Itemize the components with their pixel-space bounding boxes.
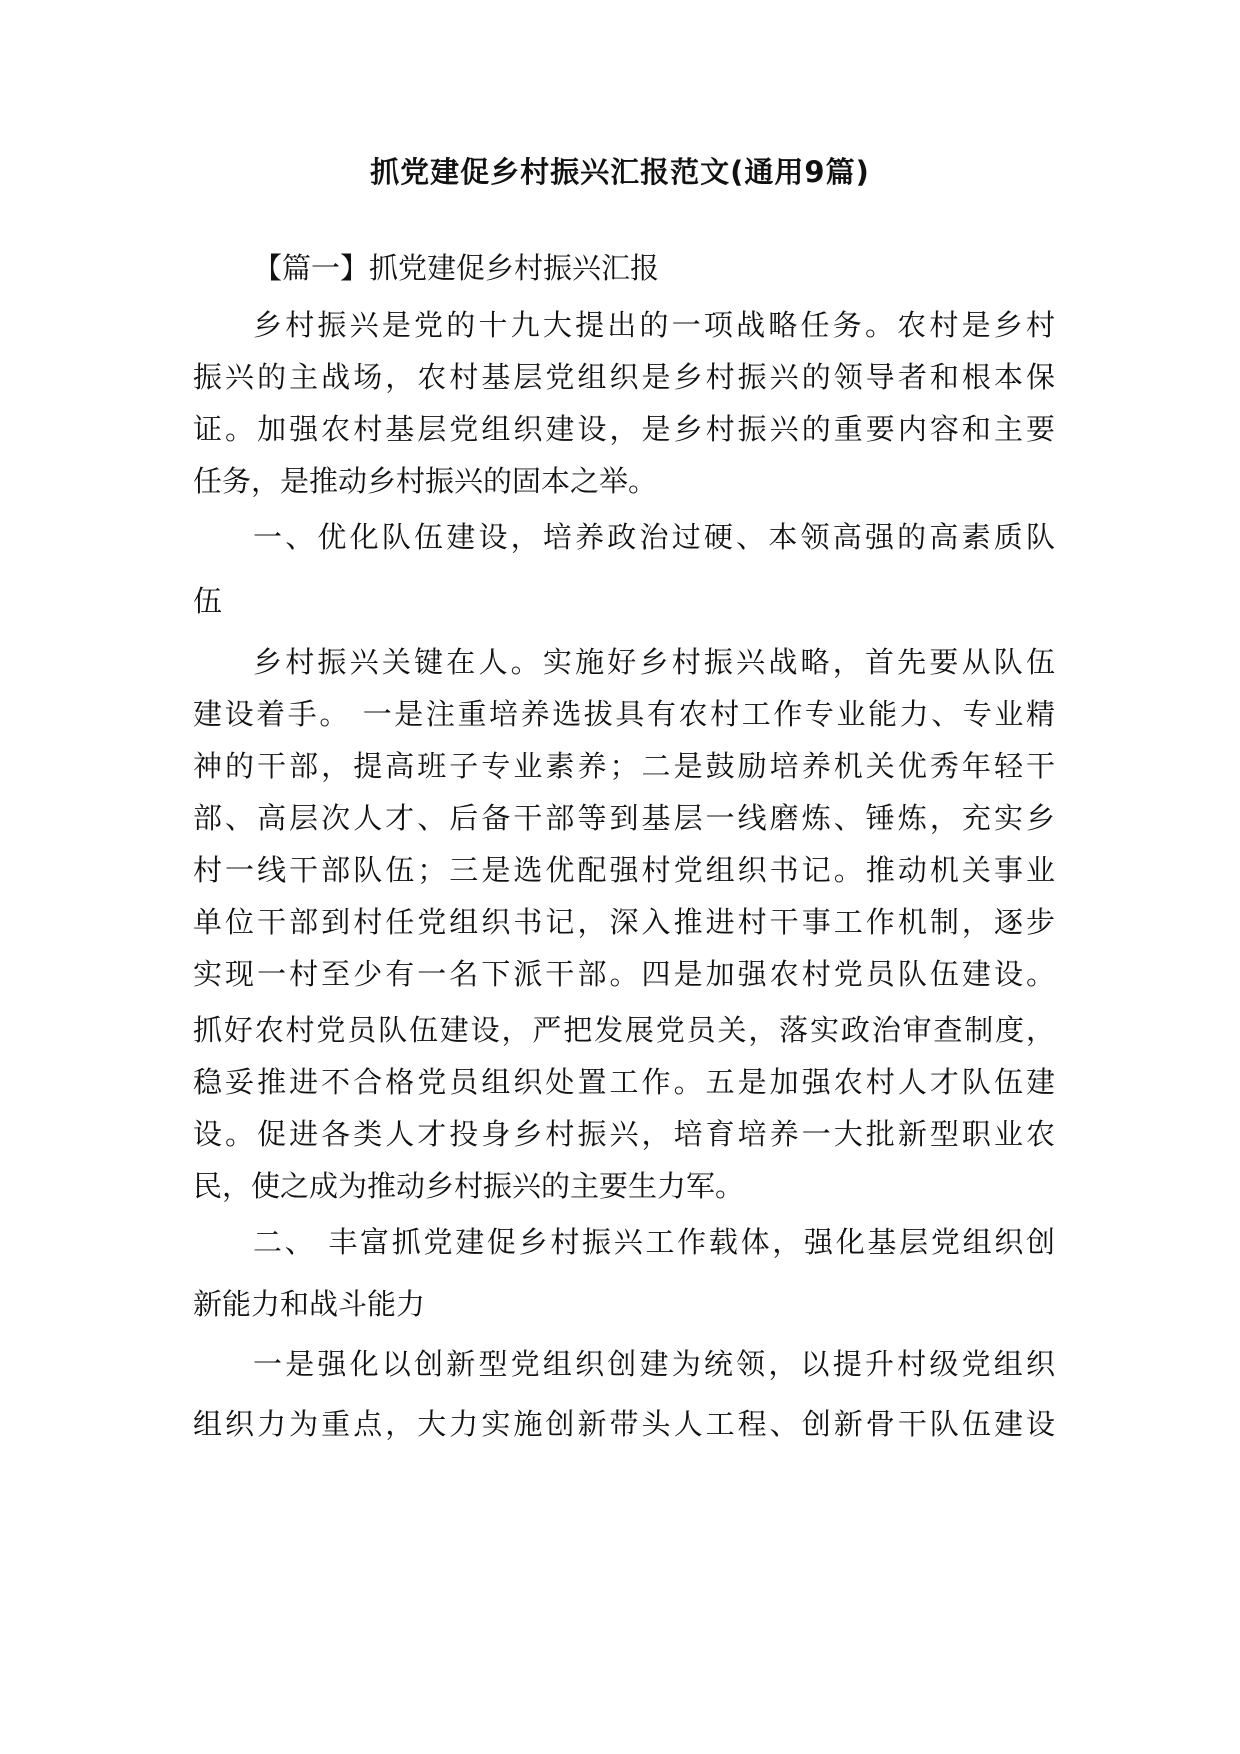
paragraph-line: 抓好农村党员队伍建设，严把发展党员关，落实政治审查制度，	[193, 1013, 1055, 1047]
paragraph-line: 神的干部，提高班子专业素养；二是鼓励培养机关优秀年轻干	[193, 749, 1055, 783]
paragraph-line: 一是强化以创新型党组织创建为统领，以提升村级党组织	[253, 1347, 1055, 1381]
paragraph-line: 民，使之成为推动乡村振兴的主要生力军。	[193, 1169, 745, 1203]
paragraph-line: 乡村振兴关键在人。实施好乡村振兴战略，首先要从队伍	[253, 645, 1055, 679]
paragraph-line: 建设着手。 一是注重培养选拔具有农村工作专业能力、专业精	[193, 697, 1055, 731]
section-heading: 【篇一】抓党建促乡村振兴汇报	[253, 251, 660, 285]
subheading-line: 伍	[193, 584, 223, 618]
subheading-line: 一、优化队伍建设，培养政治过硬、本领高强的高素质队	[253, 520, 1055, 554]
paragraph-line: 证。加强农村基层党组织建设，是乡村振兴的重要内容和主要	[193, 412, 1055, 446]
paragraph-line: 稳妥推进不合格党员组织处置工作。五是加强农村人才队伍建	[193, 1065, 1055, 1099]
paragraph-line: 振兴的主战场，农村基层党组织是乡村振兴的领导者和根本保	[193, 360, 1055, 394]
document-title: 抓党建促乡村振兴汇报范文(通用9篇)	[370, 155, 870, 189]
subheading-line: 二、 丰富抓党建促乡村振兴工作载体，强化基层党组织创	[253, 1225, 1055, 1259]
paragraph-line: 任务，是推动乡村振兴的固本之举。	[193, 464, 658, 498]
paragraph-line: 村一线干部队伍；三是选优配强村党组织书记。推动机关事业	[193, 853, 1055, 887]
paragraph-line: 乡村振兴是党的十九大提出的一项战略任务。农村是乡村	[253, 308, 1055, 342]
subheading-line: 新能力和战斗能力	[193, 1287, 426, 1321]
paragraph-line: 单位干部到村任党组织书记，深入推进村干事工作机制，逐步	[193, 905, 1055, 939]
paragraph-line: 部、高层次人才、后备干部等到基层一线磨炼、锤炼，充实乡	[193, 801, 1055, 835]
paragraph-line: 组织力为重点，大力实施创新带头人工程、创新骨干队伍建设	[193, 1407, 1055, 1441]
paragraph-line: 设。促进各类人才投身乡村振兴，培育培养一大批新型职业农	[193, 1117, 1055, 1151]
paragraph-line: 实现一村至少有一名下派干部。四是加强农村党员队伍建设。	[193, 957, 1055, 991]
